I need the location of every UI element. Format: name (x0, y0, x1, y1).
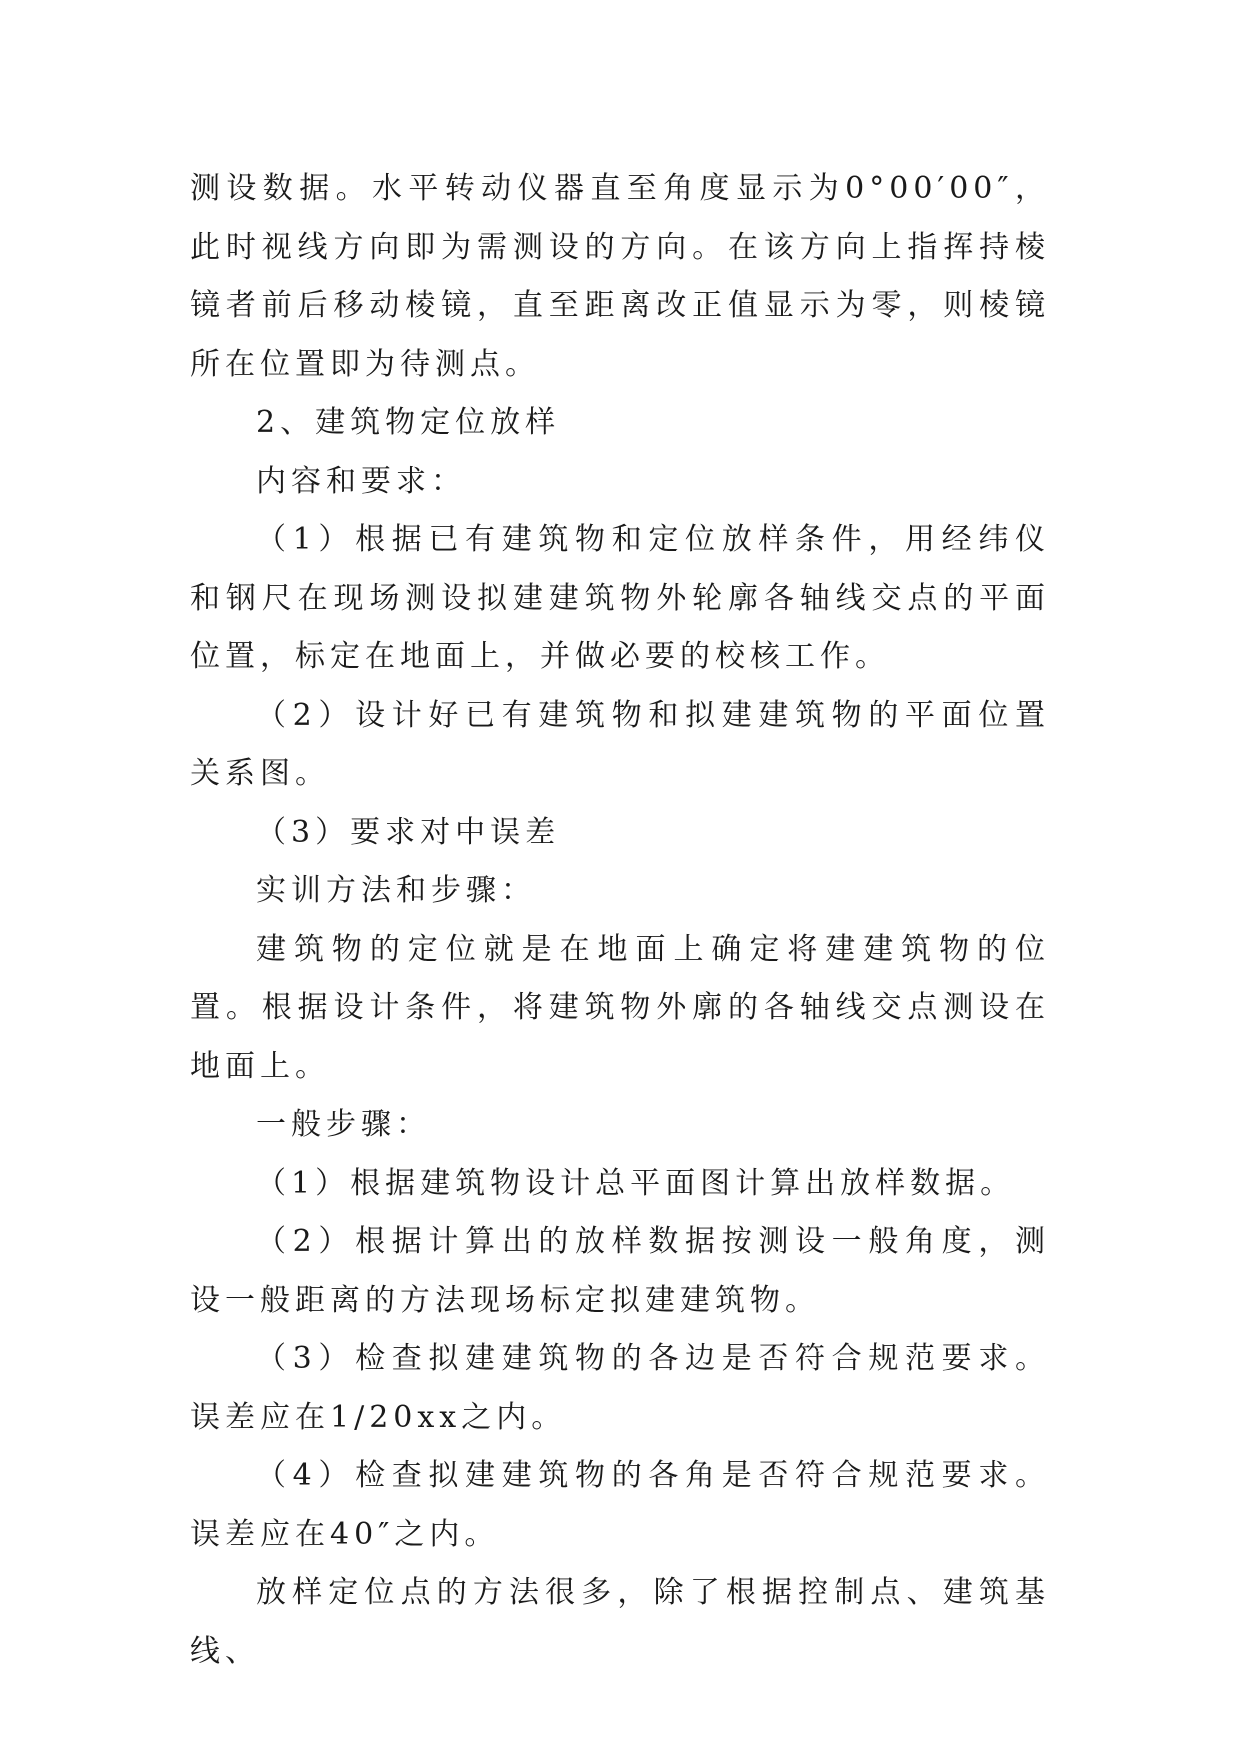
list-item-step-2: （2）根据计算出的放样数据按测设一般角度，测设一般距离的方法现场标定拟建建筑物。 (190, 1224, 1050, 1318)
subheading-method-steps: 实训方法和步骤： (256, 873, 536, 908)
paragraph-positioning-definition: 建筑物的定位就是在地面上确定将建建筑物的位置。根据设计条件，将建筑物外廓的各轴线交点测设在地面上。 (190, 931, 1050, 1084)
list-item-step-4: （4）检查拟建建筑物的各角是否符合规范要求。误差应在40″之内。 (190, 1458, 1050, 1552)
list-item-requirement-1: （1）根据已有建筑物和定位放样条件，用经纬仪和钢尺在现场测设拟建建筑物外轮廓各轴线交点的平面位置，标定在地面上，并做必要的校核工作。 (190, 522, 1050, 674)
list-item-requirement-2: （2）设计好已有建筑物和拟建建筑物的平面位置关系图。 (190, 697, 1050, 791)
paragraph-survey-data: 测设数据。水平转动仪器直至角度显示为0°00′00″，此时视线方向即为需测设的方向。在该方向上指挥持棱镜者前后移动棱镜，直至距离改正值显示为零，则棱镜所在位置即为待测点。 (190, 171, 1050, 382)
paragraph-layout-methods: 放样定位点的方法很多，除了根据控制点、建筑基线、 (190, 1575, 1050, 1669)
subheading-general-steps: 一般步骤： (256, 1107, 431, 1142)
list-item-step-3: （3）检查拟建建筑物的各边是否符合规范要求。误差应在1/20xx之内。 (190, 1341, 1050, 1435)
section-heading-building-layout: 2、建筑物定位放样 (256, 405, 561, 440)
list-item-step-1: （1）根据建筑物设计总平面图计算出放样数据。 (256, 1165, 1016, 1201)
list-item-requirement-3: （3）要求对中误差 (256, 814, 561, 850)
subheading-content-requirements: 内容和要求： (256, 463, 466, 499)
document-body (190, 160, 1050, 1681)
